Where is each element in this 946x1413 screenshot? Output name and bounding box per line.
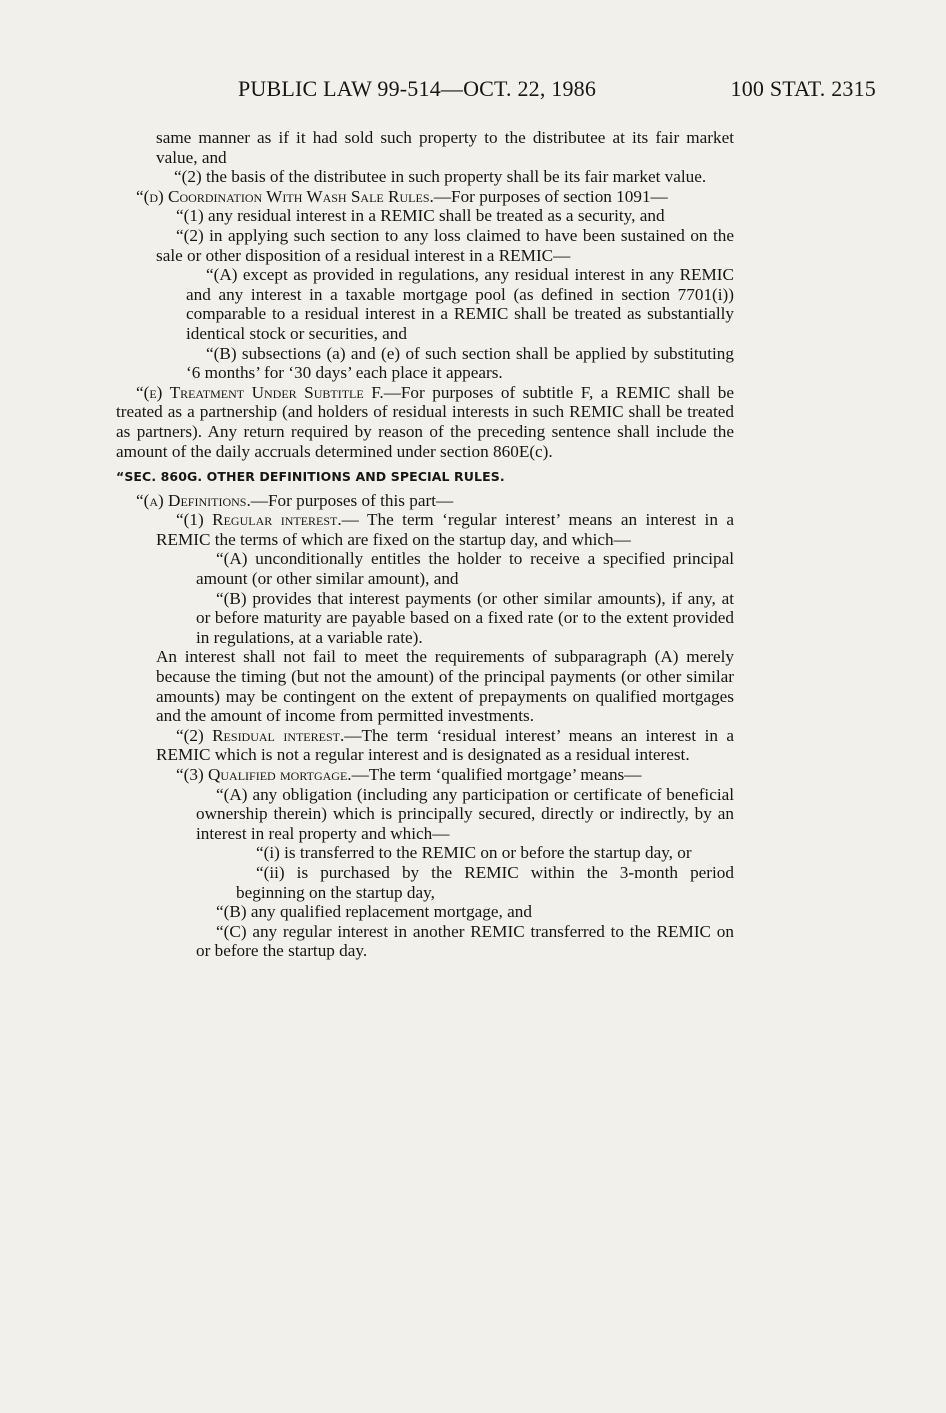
- paragraph-a3-text: —The term ‘qualified mortgage’ means—: [351, 765, 642, 784]
- clause-a3Aii: “(ii) is purchased by the REMIC within the 3-month period beginning on the startup day,: [236, 862, 734, 902]
- subsection-a-heading: “(a) Definitions.: [136, 490, 251, 510]
- subsection-d-text: —For purposes of section 1091—: [433, 186, 668, 206]
- paragraph-d1: “(1) any residual interest in a REMIC shall be treated as a security, and: [176, 206, 665, 226]
- subsection-d: [116, 187, 734, 207]
- paragraph-a1-heading: “(1) Regular interest.: [176, 510, 342, 530]
- subparagraph-dA-text: “(A) except as provided in regulations, any residual interest in any REMIC and any interest in a taxable mortgage pool (as defined in section 7701(i)) comparable to a residual interest in a REMIC shall be treated as substantially identical stock or securities, and: [186, 265, 734, 343]
- subparagraph-dA: [116, 265, 734, 343]
- page-header: [238, 76, 876, 102]
- paragraph-c2: [114, 167, 734, 187]
- paragraph-c2-text: “(2) the basis of the distributee in such property shall be its fair market value.: [174, 167, 707, 187]
- subparagraph-a3A: “(A) any obligation (including any participation or certificate of beneficial ownership therein) which is principally secured, directly or indirectly, by an interest in real property and which—: [196, 784, 734, 843]
- paragraph-d2: “(2) in applying such section to any loss claimed to have been sustained on the sale or other disposition of a residual interest in a REMIC—: [156, 225, 734, 265]
- paragraph-a1-text: — The term ‘regular interest’ means an interest in a REMIC the terms of which are fixed on the startup day, and which—: [156, 510, 734, 549]
- subsection-e-text: —For purposes of subtitle F, a REMIC shall be treated as a partnership (and holders of residual interests in such REMIC shall be treated as partners). Any return required by reason of the preceding sentence shall include the amount of the daily accruals determined under section 860E(c).: [116, 382, 734, 461]
- paragraph-a3-heading: “(3) Qualified mortgage.: [176, 765, 352, 784]
- section-heading-860G: “SEC. 860G. OTHER DEFINITIONS AND SPECIAL RULES.: [116, 469, 505, 485]
- subsection-e: [116, 383, 734, 461]
- paragraph-a3: [116, 765, 734, 785]
- public-law-citation: PUBLIC LAW 99-514—OCT. 22, 1986: [238, 76, 597, 101]
- subsection-d-heading: “(d) Coordination With Wash Sale Rules.: [136, 186, 434, 206]
- document-body: [116, 128, 734, 961]
- paragraph-a2: [116, 726, 734, 765]
- paragraph-continuation: same manner as if it had sold such property to the distributee at its fair market value, and: [156, 128, 734, 167]
- subparagraph-dB: “(B) subsections (a) and (e) of such section shall be applied by substituting ‘6 months’ for ‘30 days’ each place it appears.: [186, 343, 734, 383]
- subparagraph-a3B: “(B) any qualified replacement mortgage, and: [216, 902, 532, 922]
- subparagraph-a1B: “(B) provides that interest payments (or other similar amounts), if any, at or before maturity are payable based on a fixed rate (or to the extent provided in regulations, at a variable rate).: [196, 588, 734, 647]
- subsection-a-text: —For purposes of this part—: [250, 490, 454, 510]
- paragraph-a1-flush-text: An interest shall not fail to meet the requirements of subparagraph (A) merely because the timing (but not the amount) of the principal payments (or other similar amounts) may be contingent on the extent of prepayments on qualified mortgages and the amount of income from permitted investments.: [156, 647, 734, 726]
- statute-page-number: 100 STAT. 2315: [730, 76, 876, 101]
- subsection-e-heading: “(e) Treatment Under Subtitle F.: [136, 382, 384, 402]
- paragraph-a1: [116, 510, 734, 549]
- paragraph-a2-heading: “(2) Residual interest.: [176, 725, 345, 745]
- subsection-a: [116, 491, 734, 511]
- subparagraph-a3C: “(C) any regular interest in another REMIC transferred to the REMIC on or before the startup day.: [196, 921, 734, 961]
- clause-a3Ai: “(i) is transferred to the REMIC on or before the startup day, or: [256, 843, 692, 863]
- paragraph-a2-text: —The term ‘residual interest’ means an interest in a REMIC which is not a regular interest and is designated as a residual interest.: [156, 725, 734, 765]
- subparagraph-a1A: “(A) unconditionally entitles the holder to receive a specified principal amount (or other similar amount), and: [196, 549, 734, 589]
